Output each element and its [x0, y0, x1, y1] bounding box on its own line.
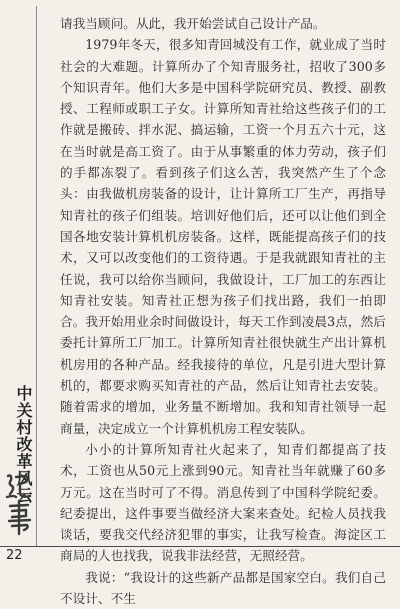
paragraph: 我说：“我设计的这些新产品都是国家空白。我们自己不设计、不生 — [60, 569, 386, 607]
paragraph: 请我当顾问。从此，我开始尝试自己设计产品。 — [60, 16, 326, 31]
page-number: 22 — [6, 548, 23, 563]
paragraph: 小小的计算所知青社火起来了，知青们都提高了技术，工资也从50元上涨到90元。知青社当年就赚了60多万元。这在当时可了不得。消息传到了中国科学院纪委。纪委提出，这件事要当做经济大案来查处。纪检人员找我谈话，要我交代经济犯罪的事实，让我写检查。海淀区工商局的人也找我，说我非法经营，无照经营。 — [60, 441, 386, 564]
book-title-vertical: 中关村改革风云 — [14, 385, 33, 504]
calligraphy-subtitle — [2, 470, 36, 536]
footer-rule — [0, 546, 400, 547]
body-text — [60, 13, 386, 609]
margin-rule — [36, 6, 37, 546]
paragraph: 1979年冬天，很多知青回城没有工作，就业成了当时社会的大难题。计算所办了个知青服务社，招收了300多个知识青年。他们大多是中国科学院研究员、教授、副教授、工程师或职工子女。计算所知青社给这些孩子们的工作就是搬砖、拌水泥、搞运输，工资一个月五六十元，这在当时就是高工资了。由于从事繁重的体力劳动，孩子们的手都冻裂了。看到孩子们这么苦，我突然产生了个念头：由我做机房装备的设计，让计算所工厂生产，再指导知青社的孩子们组装。培训好他们后，还可以让他们到全国各地安装计算机机房装备。这样，既能提高孩子们的技术，又可以改变他们的工资待遇。于是我就跟知青社的主任说，我可以给你当顾问，我做设计，工厂加工的东西让知青社安装。知青社正想为孩子们找出路，我们一拍即合。我开始用业余时间做设计，每天工作到凌晨3点，然后委托计算所工厂加工。计算所知青社很快就生产出计算机机房用的各种产品。经我接待的单位，凡是引进大型计算机的，都要求购买知青社的产品，然后让知青社去安装。随着需求的增加，业务量不断增加。我和知青社领导一起商量，决定成立一个计算机机房工程安装队。 — [60, 37, 386, 436]
